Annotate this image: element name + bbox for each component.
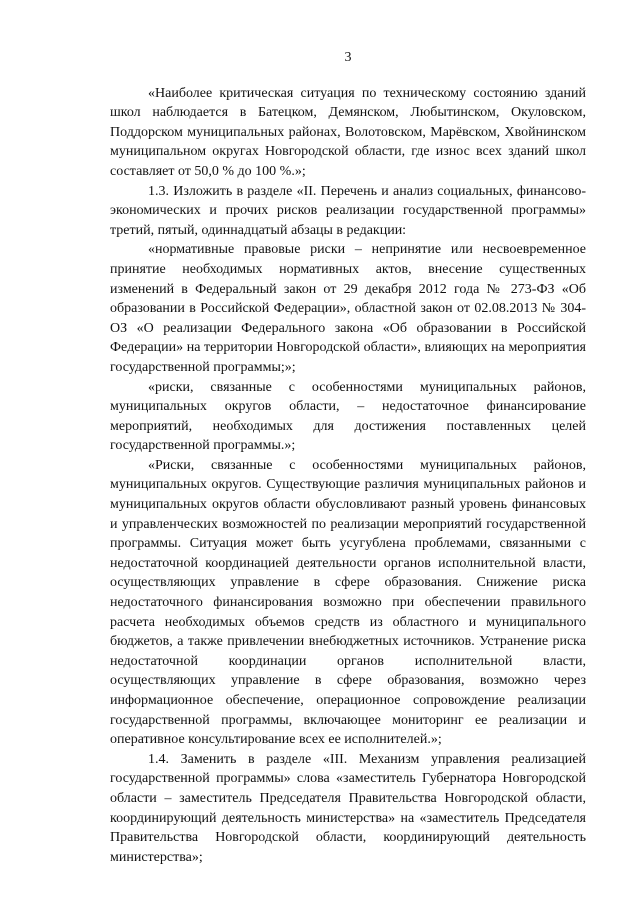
paragraph-item-1-3: 1.3. Изложить в разделе «II. Перечень и анализ социальных, финансово-экономических и прочих рисков реализации государственной программы» третий, пятый, одиннадцатый абзацы в редакции: [110, 183, 586, 238]
paragraph-municipal-risks-quote: «риски, связанные с особенностями муниципальных районов, муниципальных округов области, – недостаточное финансирование мероприятий, необходимых для достижения поставленных целей государственной программы.»; [110, 379, 586, 454]
paragraph-normative-risks-quote: «нормативные правовые риски – непринятие или несвоевременное принятие необходимых нормативных актов, внесение существенных изменений в Федеральный закон от 29 декабря 2012 года № 273-ФЗ «Об образовании в Российской Федерации», областной закон от 02.08.2013 № 304-ОЗ «О реализации Федерального закона «Об образовании в Российской Федерации» на территории Новгородской области», влияющих на мероприятия государственной программы;»; [110, 242, 586, 375]
document-page [110, 48, 586, 867]
paragraph-school-condition-quote: «Наиболее критическая ситуация по техническому состоянию зданий школ наблюдается в Батецком, Демянском, Любытинском, Окуловском, Поддорском муниципальных районах, Волотовском, Марёвском, Хвойнинском муниципальном округах Новгородской области, где износ всех зданий школ составляет от 50,0 % до 100 %.»; [110, 85, 586, 179]
paragraph-item-1-4: 1.4. Заменить в разделе «III. Механизм управления реализацией государственной программы» слова «заместитель Губернатора Новгородской области – заместитель Председателя Правительства Новгородской области, координирующий деятельность министерства» на «заместитель Председателя Правительства Новгородской области, координирующий деятельность министерства»; [110, 751, 586, 865]
page-number: 3 [344, 50, 352, 65]
paragraph-municipal-risks-detail-quote: «Риски, связанные с особенностями муниципальных районов, муниципальных округов. Существующие различия муниципальных районов и муниципальных округов области обусловливают разный уровень финансовых и управленческих возможностей по реализации мероприятий государственной программы. Ситуация может быть усугублена проблемами, связанными с недостаточной координацией деятельности органов исполнительной власти, осуществляющих управление в сфере образования. Снижение риска недостаточного финансирования возможно при обеспечении правильного расчета необходимых объемов средств из областного и муниципального бюджетов, а также привлечении внебюджетных источников. Устранение риска недостаточной координации органов исполнительной власти, осуществляющих управление в сфере образования, возможно через информационное обеспечение, операционное сопровождение реализации государственной программы, включающее мониторинг ее реализации и оперативное консультирование всех ее исполнителей.»; [110, 457, 586, 748]
